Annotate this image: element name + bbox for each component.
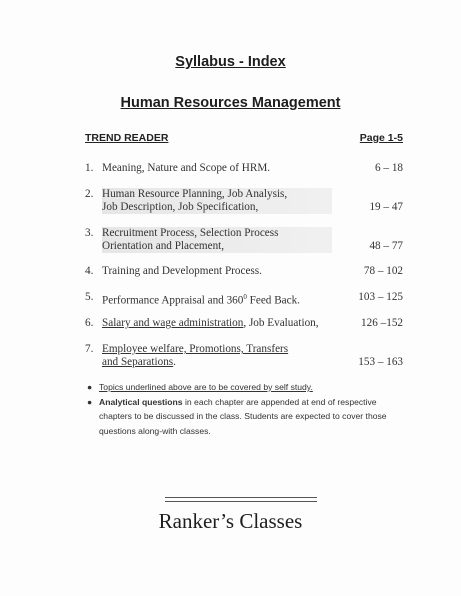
divider-line: [165, 501, 317, 502]
note-text: in each chapter are appended at end of respective chapters to be discussed in the class. Students are expected to cover those questions along-with classes.: [99, 396, 387, 436]
entry-title-underlined: and Separations: [102, 356, 174, 368]
note-bold-text: Analytical questions: [99, 396, 183, 407]
bullet-icon: ●: [87, 396, 93, 407]
entry-pages: 19 – 47: [369, 201, 403, 213]
notes-list: [85, 380, 403, 438]
entry-title: Training and Development Process.: [102, 265, 262, 277]
entry-pages: 126 –152: [361, 317, 403, 329]
entry-title-part: Performance Appraisal and 360: [102, 294, 244, 307]
entry-number: 6.: [85, 317, 94, 329]
divider-line: [165, 497, 317, 498]
entry-title: [102, 343, 332, 369]
page-title: Syllabus - Index: [175, 54, 286, 70]
bullet-icon: ●: [87, 382, 93, 392]
note-item: [85, 380, 403, 395]
entry-title: [102, 291, 332, 308]
entry-title-superscript: 0: [243, 293, 247, 301]
entry-number: 5.: [85, 291, 94, 303]
section-name: TREND READER: [85, 132, 169, 144]
entry-pages: 153 – 163: [358, 356, 403, 368]
entry-title: [102, 317, 332, 330]
note-item: [85, 395, 403, 439]
entry-number: 3.: [85, 227, 94, 239]
entry-title-underlined: Employee welfare, Promotions, Transfers: [102, 343, 289, 355]
footer-brand: Ranker’s Classes: [158, 509, 303, 533]
page-subtitle: Human Resources Management: [120, 95, 341, 111]
entry-title-part: , Job Evaluation,: [243, 317, 319, 329]
entry-pages: 48 – 77: [369, 240, 403, 252]
note-text: Topics underlined above are to be covered by self study.: [99, 382, 313, 392]
entry-number: 4.: [85, 265, 94, 277]
entry-pages: 78 – 102: [363, 265, 403, 277]
section-pages: Page 1-5: [359, 132, 403, 144]
entry-title-part: Feed Back.: [246, 294, 300, 307]
entry-title-part: .: [173, 356, 176, 368]
entry-number: 2.: [85, 188, 94, 200]
entry-pages: 103 – 125: [358, 291, 403, 303]
entry-number: 1.: [85, 162, 94, 174]
entry-pages: 6 – 18: [375, 162, 403, 174]
entry-title: Meaning, Nature and Scope of HRM.: [102, 162, 271, 174]
entry-title-underlined: Salary and wage administration: [102, 317, 244, 329]
entry-title: Recruitment Process, Selection Process Orientation and Placement,: [102, 227, 332, 253]
entry-number: 7.: [85, 343, 94, 355]
entry-title: Human Resource Planning, Job Analysis, Job Description, Job Specification,: [102, 188, 332, 214]
